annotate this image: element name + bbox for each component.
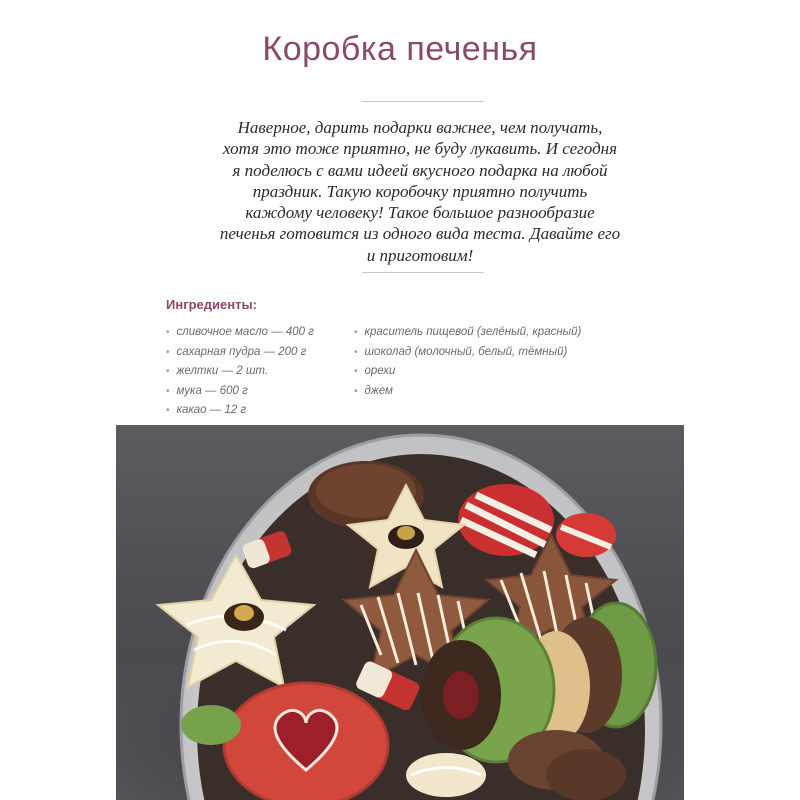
ingredient-item: • мука — 600 г — [166, 384, 248, 397]
ingredient-item: • сахарная пудра — 200 г — [166, 345, 307, 358]
ingredients-list-right — [354, 323, 581, 401]
ingredient-item: • шоколад (молочный, белый, тёмный) — [354, 345, 568, 358]
bullet-icon: • — [166, 327, 170, 338]
ingredients-list-left — [166, 323, 314, 421]
bullet-icon: • — [166, 405, 170, 417]
intro-line: печенья готовится из одного вида теста. Давайте его — [219, 224, 621, 244]
bullet-icon: • — [166, 346, 170, 358]
ingredient-item: • джем — [354, 384, 393, 397]
bullet-icon: • — [166, 366, 170, 378]
bullet-icon: • — [354, 366, 358, 378]
title-divider — [362, 101, 484, 102]
cookie-box-photo — [116, 425, 684, 800]
intro-line: хотя это тоже приятно, не буду лукавить. И сегодня — [222, 139, 618, 159]
bullet-icon: • — [166, 385, 170, 397]
intro-line: Наверное, дарить подарки важнее, чем получать, — [237, 118, 603, 137]
intro-divider — [362, 272, 484, 273]
ingredient-item: • краситель пищевой (зелёный, красный) — [354, 326, 582, 338]
intro-line: каждому человеку! Такое большое разнообразие — [245, 203, 595, 223]
intro-line: праздник. Такую коробочку приятно получить — [252, 181, 588, 201]
page-title: Коробка печенья — [262, 30, 538, 68]
bullet-icon: • — [354, 385, 358, 397]
ingredients-heading: Ингредиенты: — [166, 297, 257, 312]
ingredient-item: • сливочное масло — 400 г — [166, 326, 314, 338]
cookie-box-illustration — [116, 425, 684, 800]
ingredient-item: • орехи — [354, 365, 396, 378]
intro-line: я поделюсь с вами идеей вкусного подарка на любой — [232, 160, 608, 180]
ingredient-item: • желтки — 2 шт. — [166, 365, 269, 378]
bullet-icon: • — [354, 327, 358, 338]
intro-line: и приготовим! — [366, 245, 474, 265]
bullet-icon: • — [354, 346, 358, 358]
ingredient-item: • какао — 12 г — [166, 404, 247, 417]
intro-paragraph — [190, 117, 650, 266]
